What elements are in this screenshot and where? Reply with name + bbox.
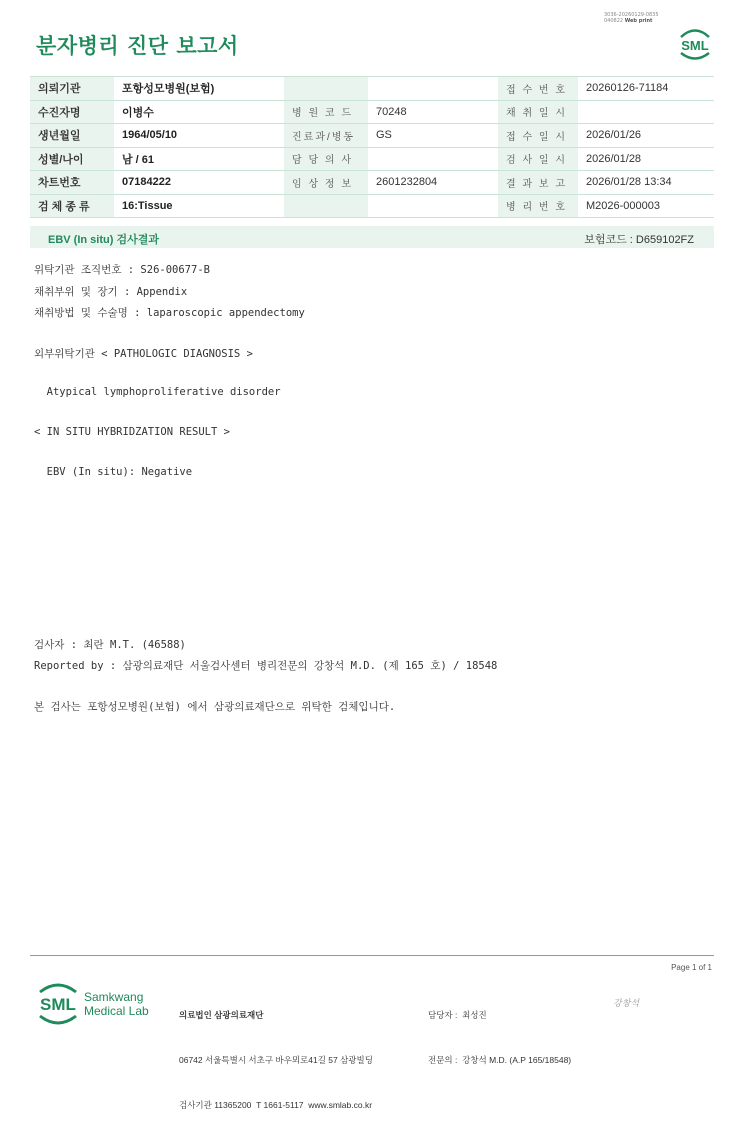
insurance-code: 보험코드 : D659102FZ — [584, 234, 694, 246]
info-label: 검 체 종 류 — [30, 194, 114, 218]
sml-logo-icon — [676, 24, 714, 66]
page-number: Page 1 of 1 — [671, 963, 712, 972]
specialist-name: 전문의 : 강창석 M.D. (A.P 165/18548) — [428, 1055, 572, 1065]
footer-org-block — [179, 978, 373, 1128]
report-line: 외부위탁기관 < PATHOLOGIC DIAGNOSIS > — [34, 348, 253, 360]
info-value: 07184222 — [114, 171, 284, 195]
logo-name-2: Medical Lab — [84, 1004, 149, 1018]
diagnosis-text: Atypical lymphoproliferative disorder — [34, 386, 281, 398]
info-label: 병 원 코 드 — [284, 100, 368, 124]
report-title: 분자병리 진단 보고서 — [36, 34, 239, 58]
referral-note: 본 검사는 포항성모병원(보험) 에서 삼광의료재단으로 위탁한 검체입니다. — [34, 701, 396, 713]
info-value: 2026/01/26 — [578, 124, 714, 148]
report-line: 채취방법 및 수술명 : laparoscopic appendectomy — [34, 307, 305, 319]
info-value — [578, 100, 714, 124]
report-line: < IN SITU HYBRIDZATION RESULT > — [34, 426, 230, 438]
reported-by-text: Reported by : 삼광의료재단 서울검사센터 병리전문의 강창석 M.D. (제 165 호) / 18548 — [34, 660, 498, 672]
info-label: 담 당 의 사 — [284, 147, 368, 171]
info-value: 남 / 61 — [114, 147, 284, 171]
info-label: 채 취 일 시 — [498, 100, 578, 124]
report-line: 채취부위 및 장기 : Appendix — [34, 286, 188, 298]
info-row — [30, 124, 714, 148]
info-label: 접 수 일 시 — [498, 124, 578, 148]
footer-divider — [30, 955, 714, 956]
info-row — [30, 100, 714, 124]
info-value: 20260126-71184 — [578, 77, 714, 101]
info-value: M2026-000003 — [578, 194, 714, 218]
info-value — [368, 194, 498, 218]
signature-image: 강창석 — [613, 999, 640, 1009]
info-row — [30, 194, 714, 218]
info-label — [284, 77, 368, 101]
logo-text: SML — [681, 38, 709, 53]
section-title: EBV (In situ) 검사결과 — [48, 234, 159, 246]
patient-info-table — [30, 76, 714, 218]
info-label: 진료과/병동 — [284, 124, 368, 148]
footer-logo-text: SML — [40, 995, 76, 1014]
info-row — [30, 77, 714, 101]
info-label: 검 사 일 시 — [498, 147, 578, 171]
web-print-code: 040822 — [604, 18, 624, 24]
web-print-id: 3036-20260129-0835 — [604, 12, 659, 18]
info-row — [30, 147, 714, 171]
samkwang-logo-icon — [36, 980, 166, 1032]
footer-staff-block — [428, 978, 571, 1083]
info-value: 2026/01/28 — [578, 147, 714, 171]
info-label — [284, 194, 368, 218]
info-row — [30, 171, 714, 195]
info-label: 생년월일 — [30, 124, 114, 148]
org-name: 의료법인 삼광의료재단 — [179, 1010, 264, 1020]
info-label: 접 수 번 호 — [498, 77, 578, 101]
result-text: EBV (In situ): Negative — [34, 466, 193, 478]
examiner-text: 검사자 : 최란 M.T. (46588) — [34, 639, 186, 651]
info-value: GS — [368, 124, 498, 148]
info-label: 의뢰기관 — [30, 77, 114, 101]
section-bar — [30, 226, 714, 248]
info-label: 성별/나이 — [30, 147, 114, 171]
info-label: 결 과 보 고 — [498, 171, 578, 195]
info-value: 16:Tissue — [114, 194, 284, 218]
org-contact: 검사기관 11365200 T 1661-5117 www.smlab.co.kr — [179, 1100, 373, 1110]
logo-name-1: Samkwang — [84, 990, 144, 1004]
manager-name: 담당자 : 최성진 — [428, 1010, 487, 1020]
info-label: 수진자명 — [30, 100, 114, 124]
info-value: 이병수 — [114, 100, 284, 124]
info-value — [368, 147, 498, 171]
web-print-stamp — [604, 12, 659, 24]
info-value: 70248 — [368, 100, 498, 124]
info-value: 포항성모병원(보험) — [114, 77, 284, 101]
info-value: 2026/01/28 13:34 — [578, 171, 714, 195]
web-print-label: Web print — [624, 18, 653, 24]
info-label: 임 상 정 보 — [284, 171, 368, 195]
info-label: 병 리 번 호 — [498, 194, 578, 218]
report-line: 위탁기관 조직번호 : S26-00677-B — [34, 264, 210, 276]
info-value — [368, 77, 498, 101]
info-value: 2601232804 — [368, 171, 498, 195]
info-label: 차트번호 — [30, 171, 114, 195]
info-value: 1964/05/10 — [114, 124, 284, 148]
org-address: 06742 서울특별시 서초구 바우뫼로41길 57 삼광빌딩 — [179, 1055, 373, 1065]
